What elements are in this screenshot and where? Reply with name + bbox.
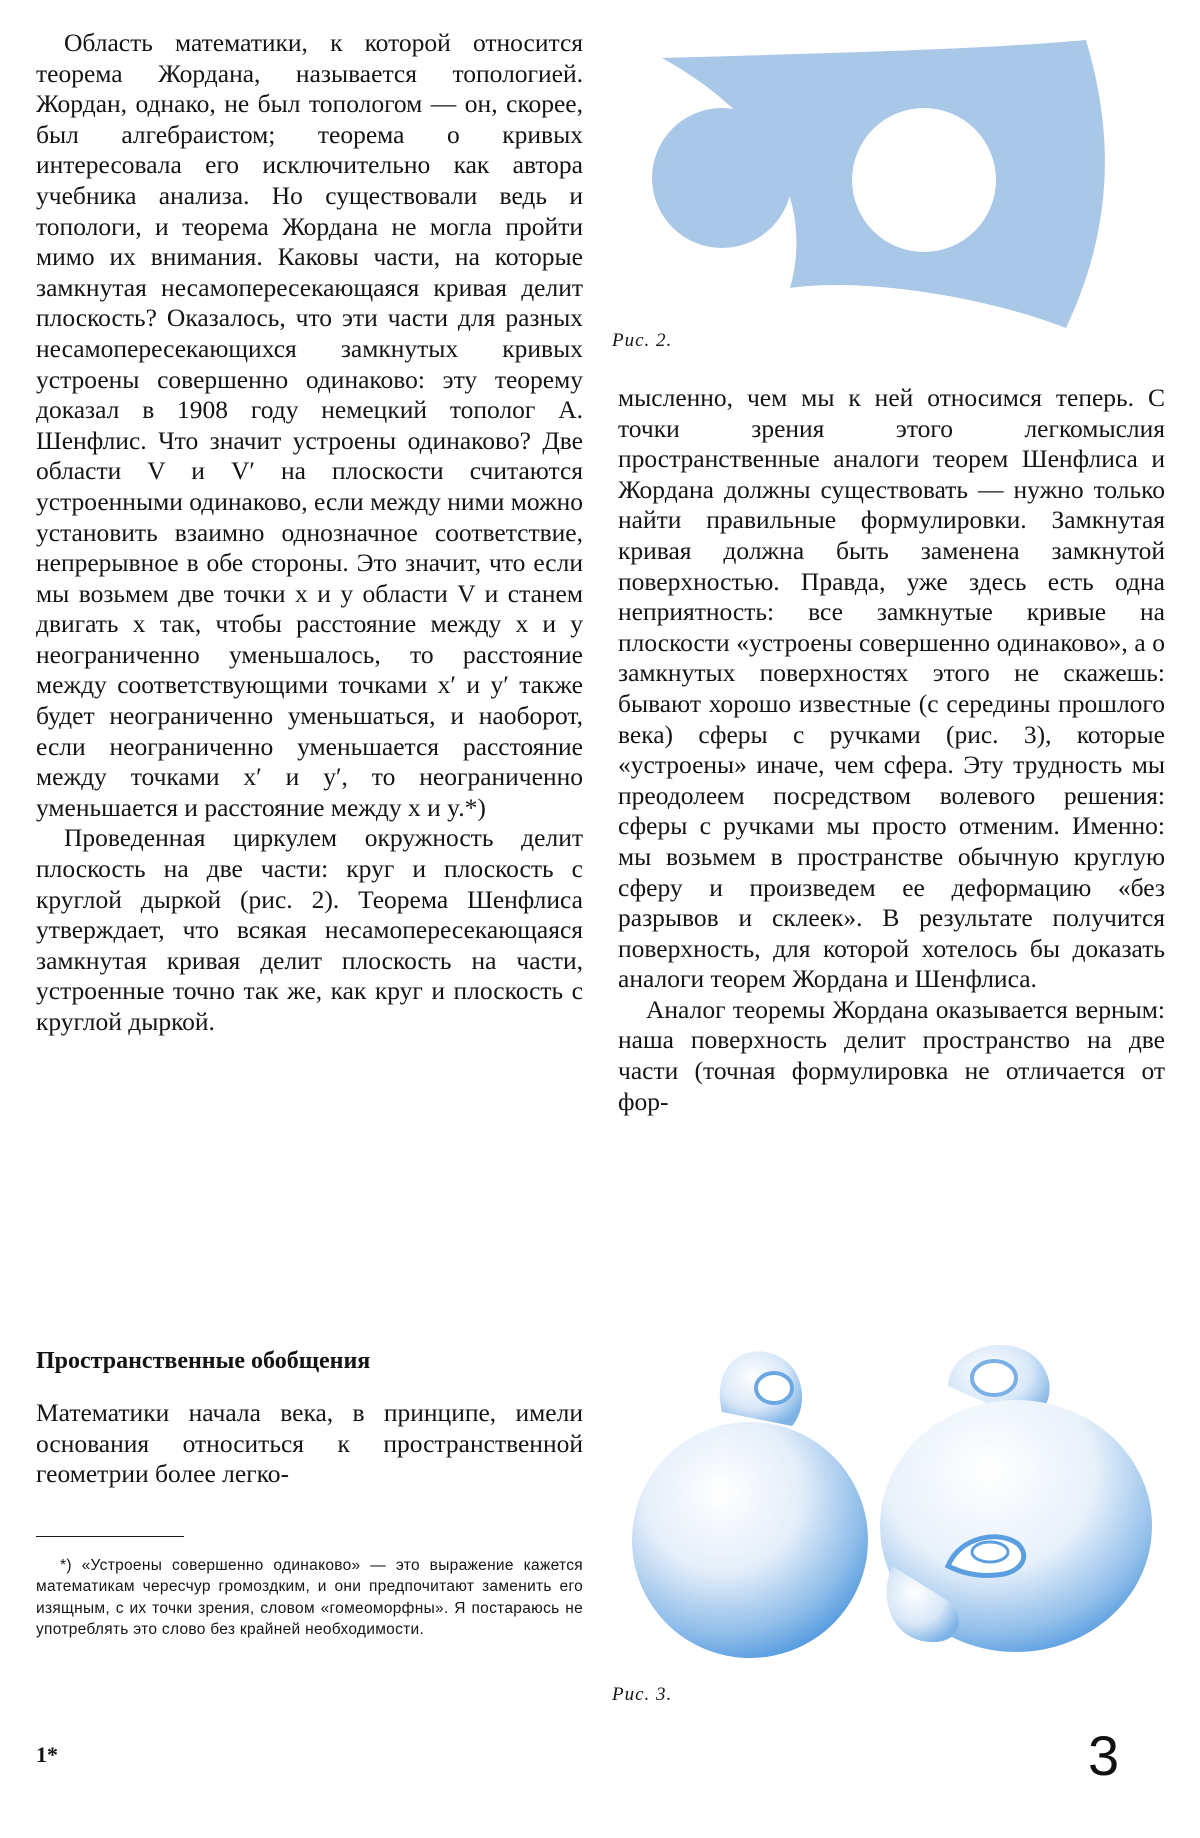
footnote-marker: *) [60,1557,72,1574]
paragraph-analogs: мысленно, чем мы к ней относимся теперь. С точки зрения этого легкомыслия пространственные аналоги теорем Шенфлиса и Жордана должны существовать — нужно только найти правильные формулировки. Замкнутая кривая должна быть заменена замкнутой поверхностью. Правда, уже здесь есть одна неприятность: все замкнутые кривые на плоскости «устроены совершенно одинаково», а о замкнутых поверхностях этого не скажешь: бывают хорошо известные (с середины прошлого века) сферы с ручками (рис. 3), которые «устроены» иначе, чем сфера. Эту трудность мы преодолеем посредством волевого решения: сферы с ручками мы просто отменим. Именно: мы возьмем в пространстве обычную круглую сферу и произведем ее деформацию «без разрывов и склеек». В результате получится поверхность, для которой хотелось бы доказать аналоги теорем Жордана и Шенфлиса. [618,383,1165,994]
right-column [618,383,1165,1117]
page-number: 3 [1088,1724,1120,1787]
sphere-one-handle [632,1351,868,1658]
section-heading: Пространственные обобщения [36,1348,371,1374]
paragraph-schoenflies: Проведенная циркулем окружность делит плоскость на две части: круг и плоскость с круглой дыркой (рис. 2). Теорема Шенфлиса утверждает, что всякая несамопересекающаяся замкнутая кривая делит плоскость на части, устроенные точно так же, как круг и плоскость с круглой дыркой. [36,823,583,1036]
section-paragraph: Математики начала века, в принципе, имели основания относиться к пространственной геометрии более легко- [36,1398,583,1489]
left-column [36,28,583,1038]
footnote-text: «Устроены совершенно одинаково» — это выражение кажется математикам чересчур громоздким, и они предпочитают заменить его изящным, с их точки зрения, словом «гомеоморфны». Я постараюсь не употреблять это слово без крайней необходимости. [36,1557,584,1638]
figure-3-spheres-with-handles [630,1330,1170,1680]
printer-signature: 1* [36,1742,58,1767]
paragraph-topology: Область математики, к которой относится теорема Жордана, называется топологией. Жордан, однако, не был топологом — он, скорее, был алгебраистом; теорема о кривых интересовала его исключительно как автора учебника анализа. Но существовали ведь и топологи, и теорема Жордана не могла пройти мимо их внимания. Каковы части, на которые замкнутая несамопересекающаяся кривая делит плоскость? Оказалось, что эти части для разных несамопересекающихся замкнутых кривых устроены совершенно одинаково: эту теорему доказал в 1908 году немецкий тополог А. Шенфлис. Что значит устроены одинаково? Две области V и V′ на плоскости считаются устроенными одинаково, если между ними можно установить взаимно однозначное соответствие, непрерывное в обе стороны. Это значит, что если мы возьмем две точки x и y области V и станем двигать x так, чтобы расстояние между x и y неограниченно уменьшалось, то расстояние между соответствующими точками x′ и y′ также будет неограниченно уменьшаться, и наоборот, если неограниченно уменьшается расстояние между точками x′ и y′, то неограниченно уменьшается и расстояние между x и y.*) [36,28,583,822]
sphere-two-handles [880,1345,1152,1652]
section-spatial [36,1346,583,1490]
figure-3-caption: Рис. 3. [612,1684,673,1705]
footnote [36,1555,583,1640]
footnote-divider [36,1536,184,1537]
figure-2-caption: Рис. 2. [612,330,673,351]
paragraph-jordan-analog: Аналог теоремы Жордана оказывается верным: наша поверхность делит пространство на две части (точная формулировка не отличается от фор- [618,994,1165,1116]
figure-2-disk-and-plane-with-hole [648,38,1118,328]
